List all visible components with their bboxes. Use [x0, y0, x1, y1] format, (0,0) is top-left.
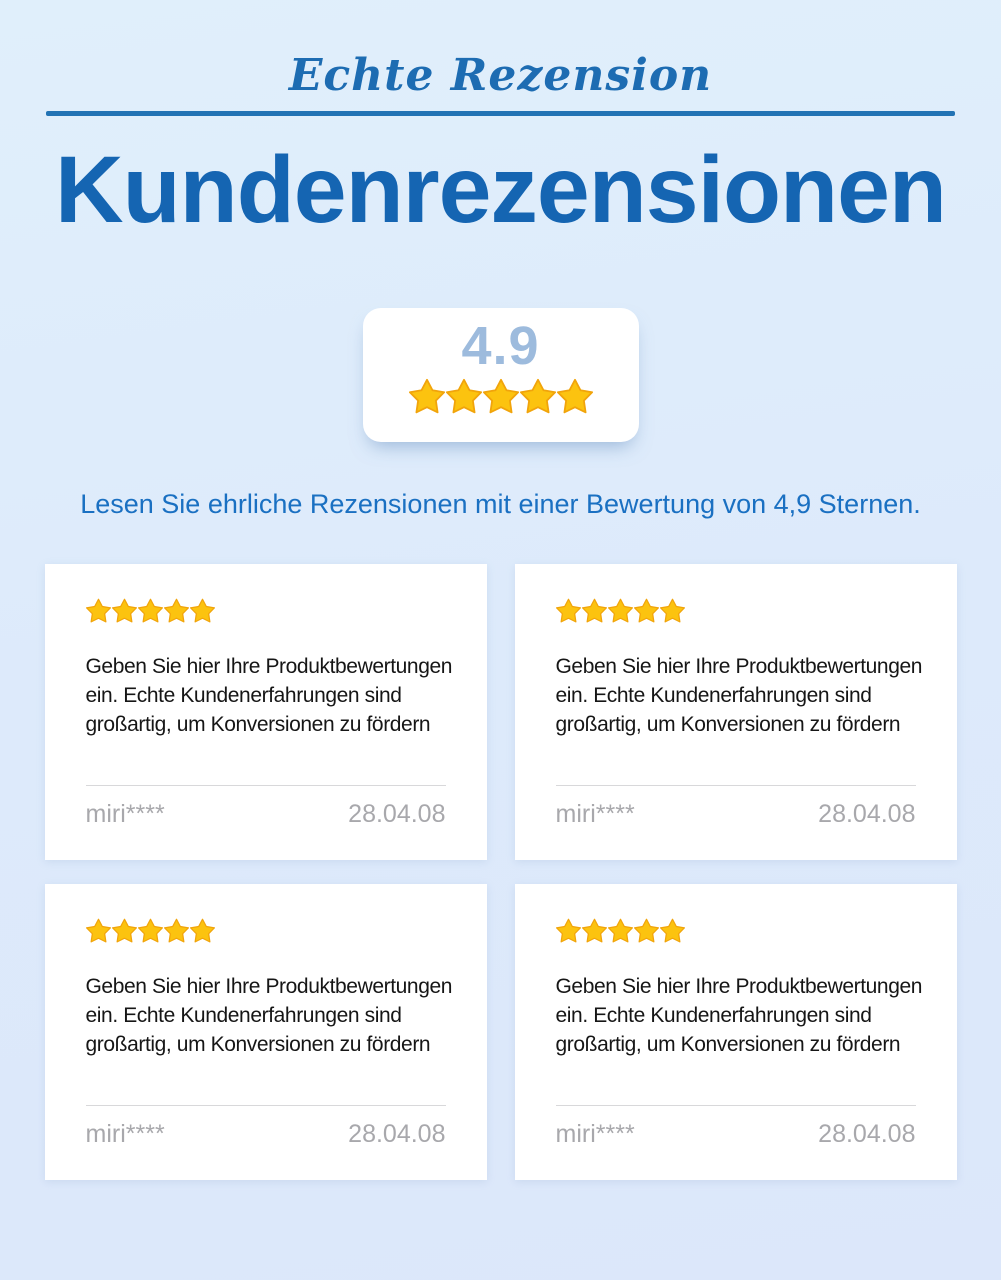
star-icon: [409, 378, 445, 414]
eyebrow-title: Echte Rezension: [288, 50, 713, 101]
review-divider: [86, 1105, 446, 1106]
review-text-line: Geben Sie hier Ihre Produktbewertungen: [555, 654, 923, 678]
review-author: miri****: [85, 1119, 165, 1148]
review-divider: [86, 785, 446, 786]
review-card: [515, 884, 957, 1180]
page-title: Kundenrezensionen: [55, 136, 946, 243]
star-icon: [112, 918, 137, 943]
star-icon: [557, 378, 593, 414]
review-date: 28.04.08: [348, 1119, 446, 1148]
review-text: [85, 652, 453, 739]
star-icon: [190, 598, 215, 623]
review-date: 28.04.08: [818, 799, 916, 828]
review-text: [555, 972, 923, 1059]
review-author: miri****: [555, 1119, 635, 1148]
star-icon: [190, 918, 215, 943]
review-footer: [556, 800, 916, 829]
star-icon: [86, 598, 111, 623]
review-footer: [86, 1120, 446, 1149]
review-text-line: ein. Echte Kundenerfahrungen sind: [555, 1003, 872, 1027]
star-icon: [556, 918, 581, 943]
review-text-line: großartig, um Konversionen zu fördern: [85, 1032, 431, 1056]
review-stars: [556, 918, 916, 943]
review-text-line: ein. Echte Kundenerfahrungen sind: [85, 1003, 402, 1027]
review-stars: [86, 598, 446, 623]
reviews-grid: [45, 564, 957, 1180]
review-footer: [86, 800, 446, 829]
star-icon: [86, 918, 111, 943]
review-footer: [556, 1120, 916, 1149]
star-icon: [520, 378, 556, 414]
page-subtitle: Lesen Sie ehrliche Rezensionen mit einer Bewertung von 4,9 Sternen.: [80, 488, 921, 519]
review-author: miri****: [555, 799, 635, 828]
review-date: 28.04.08: [818, 1119, 916, 1148]
star-icon: [112, 598, 137, 623]
review-text-line: Geben Sie hier Ihre Produktbewertungen: [555, 974, 923, 998]
rating-card: [363, 308, 639, 442]
star-icon: [608, 918, 633, 943]
star-icon: [634, 598, 659, 623]
header-underline: [46, 111, 955, 116]
review-stars: [86, 918, 446, 943]
rating-score: 4.9: [461, 315, 540, 376]
review-card: [45, 564, 487, 860]
review-stars: [556, 598, 916, 623]
star-icon: [660, 598, 685, 623]
review-text: [555, 652, 923, 739]
star-icon: [138, 598, 163, 623]
review-divider: [556, 1105, 916, 1106]
review-text-line: ein. Echte Kundenerfahrungen sind: [85, 683, 402, 707]
star-icon: [608, 598, 633, 623]
review-author: miri****: [85, 799, 165, 828]
star-icon: [138, 918, 163, 943]
review-card: [45, 884, 487, 1180]
review-text: [85, 972, 453, 1059]
star-icon: [660, 918, 685, 943]
review-date: 28.04.08: [348, 799, 446, 828]
review-card: [515, 564, 957, 860]
star-icon: [164, 918, 189, 943]
star-icon: [164, 598, 189, 623]
star-icon: [556, 598, 581, 623]
star-icon: [582, 918, 607, 943]
star-icon: [634, 918, 659, 943]
star-icon: [582, 598, 607, 623]
rating-stars: [363, 378, 639, 414]
review-text-line: ein. Echte Kundenerfahrungen sind: [555, 683, 872, 707]
review-text-line: Geben Sie hier Ihre Produktbewertungen: [85, 974, 453, 998]
review-divider: [556, 785, 916, 786]
review-text-line: großartig, um Konversionen zu fördern: [85, 712, 431, 736]
review-text-line: großartig, um Konversionen zu fördern: [555, 1032, 901, 1056]
star-icon: [483, 378, 519, 414]
star-icon: [446, 378, 482, 414]
review-text-line: Geben Sie hier Ihre Produktbewertungen: [85, 654, 453, 678]
review-text-line: großartig, um Konversionen zu fördern: [555, 712, 901, 736]
